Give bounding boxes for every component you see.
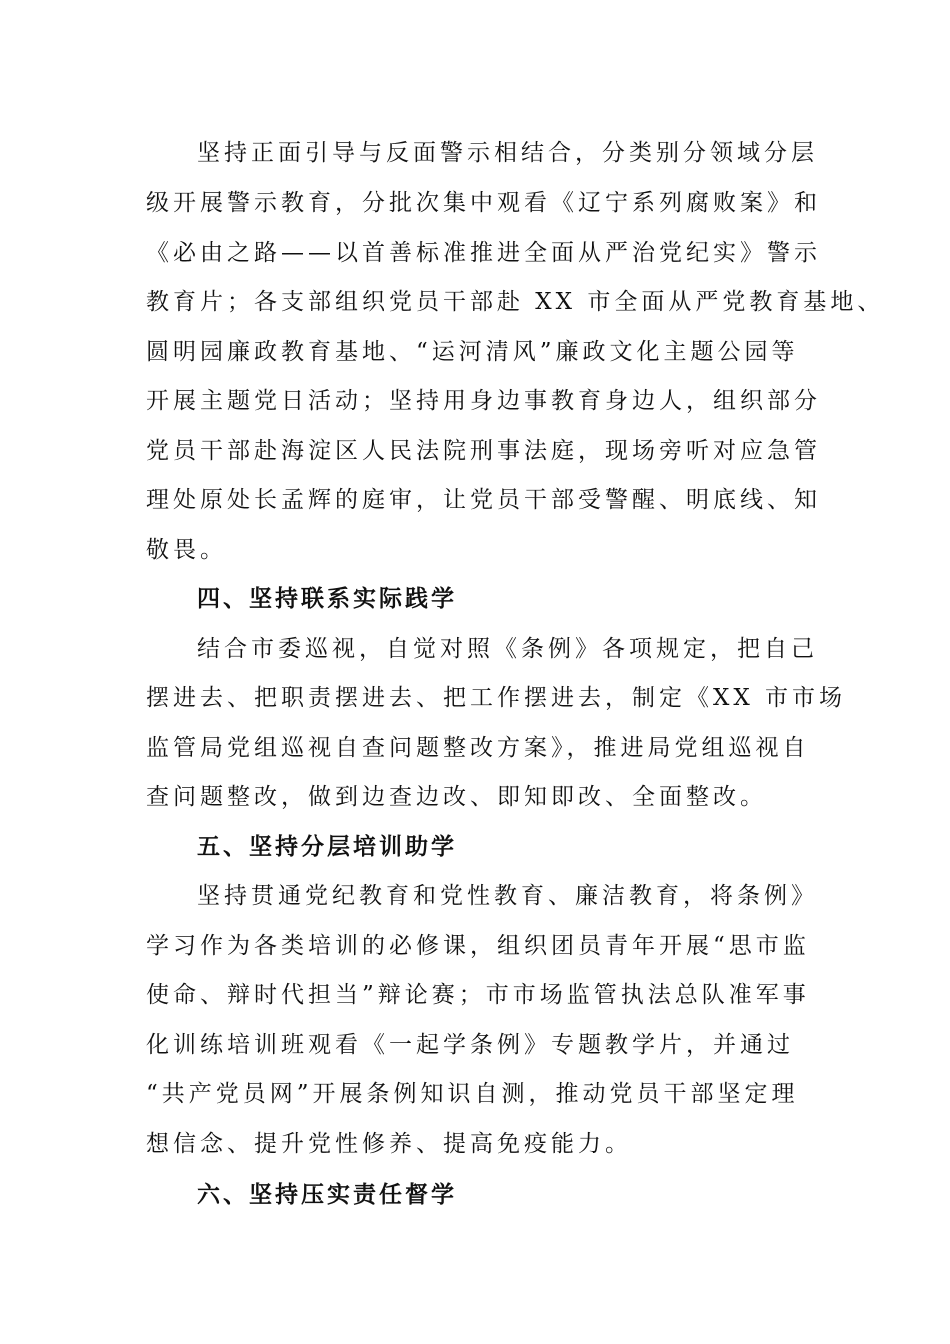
paragraph-5-line-1: 坚持贯通党纪教育和党性教育、廉洁教育，将条例》 — [197, 883, 818, 909]
paragraph-1-line-4: 教育片；各支部组织党员干部赴 XX 市全面从严党教育基地、 — [146, 289, 885, 315]
paragraph-1-line-8: 理处原处长孟辉的庭审，让党员干部受警醒、明底线、知 — [146, 487, 821, 513]
paragraph-4-line-1: 结合市委巡视，自觉对照《条例》各项规定，把自己 — [197, 636, 818, 662]
paragraph-1-line-3: 《必由之路——以首善标准推进全面从严治党纪实》警示 — [146, 240, 821, 266]
paragraph-5-line-4: 化训练培训班观看《一起学条例》专题教学片，并通过 — [146, 1032, 794, 1058]
paragraph-5-line-2: 学习作为各类培训的必修课，组织团员青年开展“思市监 — [146, 933, 810, 959]
heading-section-4: 四、坚持联系实际践学 — [197, 586, 457, 612]
paragraph-1-line-6: 开展主题党日活动；坚持用身边事教育身边人，组织部分 — [146, 388, 821, 414]
paragraph-5-line-3: 使命、辩时代担当”辩论赛；市市场监管执法总队准军事 — [146, 982, 810, 1008]
paragraph-5-line-5: “共产党员网”开展条例知识自测，推动党员干部坚定理 — [146, 1081, 799, 1107]
paragraph-1-line-2: 级开展警示教育，分批次集中观看《辽宁系列腐败案》和 — [146, 190, 821, 216]
paragraph-1-line-1: 坚持正面引导与反面警示相结合，分类别分领域分层 — [197, 140, 818, 166]
paragraph-4-line-4: 查问题整改，做到边查边改、即知即改、全面整改。 — [146, 784, 767, 810]
heading-section-5: 五、坚持分层培训助学 — [197, 834, 457, 860]
heading-section-6: 六、坚持压实责任督学 — [197, 1182, 457, 1208]
paragraph-1-line-9: 敬畏。 — [146, 537, 227, 563]
paragraph-1-line-5: 圆明园廉政教育基地、“运河清风”廉政文化主题公园等 — [146, 339, 799, 365]
paragraph-4-line-3: 监管局党组巡视自查问题整改方案》，推进局党组巡视自 — [146, 735, 810, 761]
paragraph-1-line-7: 党员干部赴海淀区人民法院刑事法庭，现场旁听对应急管 — [146, 438, 821, 464]
paragraph-5-line-6: 想信念、提升党性修养、提高免疫能力。 — [146, 1131, 632, 1157]
paragraph-4-line-2: 摆进去、把职责摆进去、把工作摆进去，制定《XX 市市场 — [146, 685, 847, 711]
